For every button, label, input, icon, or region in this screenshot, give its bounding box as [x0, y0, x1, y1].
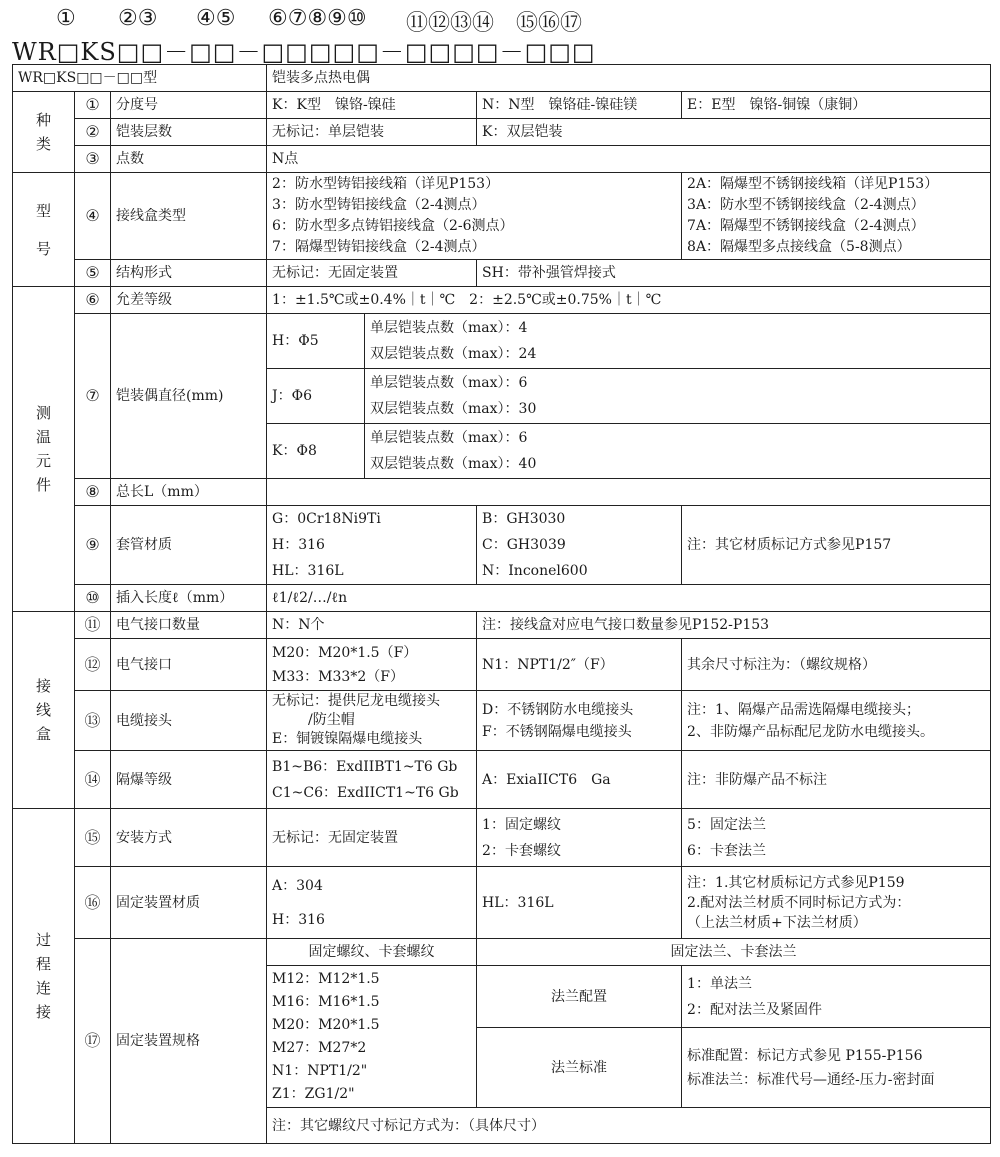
table-row	[13, 119, 991, 146]
option: B1~B6：ExdIIBT1~T6 Gb	[272, 758, 458, 775]
row-number: ⑨	[75, 506, 111, 585]
cell	[682, 173, 991, 260]
row-number: ⑭	[75, 751, 111, 809]
cell	[267, 479, 991, 506]
cell: HL：316L	[267, 558, 477, 585]
option: 8A：隔爆型多点接线盒（5-8测点）	[687, 239, 911, 255]
flange-config-label: 法兰配置	[477, 966, 682, 1028]
title-code: WR□KS□□－□□型	[13, 65, 267, 92]
cell	[267, 751, 477, 809]
table-row	[13, 612, 991, 639]
row-label: 总长L（mm）	[111, 479, 267, 506]
row-number: ⑫	[75, 639, 111, 691]
option: M20：M20*1.5	[272, 1016, 380, 1033]
row-number: ⑯	[75, 867, 111, 939]
category-sensor: 测 温 元 件	[13, 287, 75, 612]
cell: 注：接线盒对应电气接口数量参见P152-P153	[477, 612, 991, 639]
row-label: 电气接口数量	[111, 612, 267, 639]
option: 5：固定法兰	[687, 816, 766, 833]
row-label: 允差等级	[111, 287, 267, 314]
option: M16：M16*1.5	[272, 993, 380, 1010]
cell: A：ExiaIICT6 Ga	[477, 751, 682, 809]
position-number: ①	[56, 6, 76, 31]
option: 单层铠装点数（max）：4	[370, 320, 528, 336]
table-row	[13, 639, 991, 691]
cell	[682, 966, 991, 1028]
option: M12：M12*1.5	[272, 970, 380, 987]
row-label: 电气接口	[111, 639, 267, 691]
table-row	[13, 92, 991, 119]
cell	[365, 369, 991, 424]
row-label: 接线盒类型	[111, 173, 267, 260]
cell	[267, 639, 477, 691]
row-number: ⑥	[75, 287, 111, 314]
option: M27：M27*2	[272, 1039, 367, 1056]
option: 无标记：提供尼龙电缆接头	[272, 693, 441, 709]
option: 7：隔爆型铸铝接线盒（2-4测点）	[272, 239, 486, 255]
position-number: ⑥⑦⑧⑨⑩	[268, 6, 367, 31]
row-number: ①	[75, 92, 111, 119]
cell: N点	[267, 146, 991, 173]
position-number: ⑮⑯⑰	[516, 11, 583, 36]
option: 标准法兰：标准代号—通经-压力-密封面	[687, 1071, 935, 1088]
row-number: ⑰	[75, 939, 111, 1144]
row-number: ⑤	[75, 260, 111, 287]
table-row	[13, 173, 991, 260]
category-process: 过 程 连 接	[13, 809, 75, 1144]
title-desc: 铠装多点热电偶	[267, 65, 991, 92]
option: Z1：ZG1/2"	[272, 1085, 355, 1102]
row-label: 电缆接头	[111, 691, 267, 751]
table-row	[13, 479, 991, 506]
option: 1：单法兰	[687, 975, 752, 992]
position-number: ②③	[118, 6, 158, 31]
footnote: 注：其它螺纹尺寸标记方式为：（具体尺寸）	[267, 1108, 991, 1144]
row-label: 套管材质	[111, 506, 267, 585]
row-label: 插入长度ℓ（mm）	[111, 585, 267, 612]
table-row	[13, 867, 991, 939]
cell: E：E型 镍铬-铜镍（康铜）	[682, 92, 991, 119]
table-row	[13, 287, 991, 314]
option: N1：NPT1/2"	[272, 1062, 368, 1079]
row-label: 分度号	[111, 92, 267, 119]
cell: 无标记：无固定装置	[267, 260, 477, 287]
option: 2：配对法兰及紧固件	[687, 1001, 822, 1018]
row-number: ⑮	[75, 809, 111, 867]
cell	[682, 867, 991, 939]
category-junction-box: 接 线 盒	[13, 612, 75, 809]
row-label: 隔爆等级	[111, 751, 267, 809]
table-row	[13, 585, 991, 612]
cell	[267, 867, 477, 939]
cell: N：Inconel600	[477, 558, 682, 585]
option: 双层铠装点数（max）：24	[370, 346, 537, 362]
table-row	[13, 260, 991, 287]
option: （上法兰材质+下法兰材质）	[687, 914, 867, 931]
option: 单层铠装点数（max）：6	[370, 430, 528, 446]
cell: B：GH3030	[477, 506, 682, 533]
row-number: ④	[75, 173, 111, 260]
option: A：304	[272, 877, 323, 894]
option: 1：固定螺纹	[482, 816, 561, 833]
cell: ℓ1/ℓ2/…/ℓn	[267, 585, 991, 612]
cell: G：0Cr18Ni9Ti	[267, 506, 477, 533]
cell: 其余尺寸标注为：（螺纹规格）	[682, 639, 991, 691]
cell: N：N个	[267, 612, 477, 639]
cell: SH：带补强管焊接式	[477, 260, 991, 287]
option: 标准配置：标记方式参见 P155-P156	[687, 1047, 923, 1064]
row-label: 铠装偶直径(mm)	[111, 314, 267, 479]
option: F：不锈钢隔爆电缆接头	[482, 723, 632, 740]
position-number: ⑪⑫⑬⑭	[406, 11, 495, 36]
cell: H：316	[267, 532, 477, 558]
option: 2：卡套螺纹	[482, 842, 561, 859]
cell: 注：其它材质标记方式参见P157	[682, 506, 991, 585]
position-number: ④⑤	[196, 6, 236, 31]
cell: 1：±1.5℃或±0.4%｜t｜℃ 2：±2.5℃或±0.75%｜t｜℃	[267, 287, 991, 314]
option: 7A：隔爆型不锈钢接线盒（2-4测点）	[687, 218, 925, 234]
table-row	[13, 751, 991, 809]
option: 2.配对法兰材质不同时标记方式为：	[687, 894, 911, 911]
cell: K：Φ8	[267, 424, 365, 479]
cell: K：双层铠装	[477, 119, 991, 146]
title-row	[13, 65, 991, 92]
row-number: ⑧	[75, 479, 111, 506]
thread-options	[267, 966, 477, 1108]
option: 2、非防爆产品标配尼龙防水电缆接头。	[687, 723, 934, 740]
option: 双层铠装点数（max）：30	[370, 401, 537, 417]
row-label: 固定装置材质	[111, 867, 267, 939]
thread-header: 固定螺纹、卡套螺纹	[267, 939, 477, 966]
cell	[365, 314, 991, 369]
cell	[477, 691, 682, 751]
option: 3：防水型铸铝接线盒（2-4测点）	[272, 197, 486, 213]
cell: 注：非防爆产品不标注	[682, 751, 991, 809]
row-label: 固定装置规格	[111, 939, 267, 1144]
row-label: 铠装层数	[111, 119, 267, 146]
option: 2：防水型铸铝接线箱（详见P153）	[272, 176, 500, 192]
option: 注：1、隔爆产品需选隔爆电缆接头；	[687, 701, 920, 718]
cell	[365, 424, 991, 479]
table-row	[13, 146, 991, 173]
cell: 无标记：无固定装置	[267, 809, 477, 867]
table-row	[13, 809, 991, 867]
option: 注：1.其它材质标记方式参见P159	[687, 874, 905, 891]
option: M20：M20*1.5（F）	[272, 644, 418, 661]
row-number: ⑦	[75, 314, 111, 479]
option: C1~C6：ExdIICT1~T6 Gb	[272, 784, 459, 801]
cell: N1：NPT1/2″（F）	[477, 639, 682, 691]
cell	[682, 809, 991, 867]
option: /防尘帽	[308, 712, 355, 728]
cell	[267, 173, 682, 260]
option: M33：M33*2（F）	[272, 668, 404, 685]
category-kind: 种 类	[13, 92, 75, 173]
row-label: 安装方式	[111, 809, 267, 867]
cell: C：GH3039	[477, 532, 682, 558]
cell	[267, 691, 477, 751]
option: 3A：防水型不锈钢接线盒（2-4测点）	[687, 197, 925, 213]
row-number: ⑪	[75, 612, 111, 639]
cell	[682, 691, 991, 751]
cell	[477, 809, 682, 867]
category-model: 型 号	[13, 173, 75, 287]
cell: K：K型 镍铬-镍硅	[267, 92, 477, 119]
cell: HL：316L	[477, 867, 682, 939]
option: H：316	[272, 911, 325, 928]
row-number: ②	[75, 119, 111, 146]
flange-std-label: 法兰标准	[477, 1028, 682, 1108]
row-label: 结构形式	[111, 260, 267, 287]
cell: J：Φ6	[267, 369, 365, 424]
row-number: ⑬	[75, 691, 111, 751]
option: 2A：隔爆型不锈钢接线箱（详见P153）	[687, 176, 939, 192]
cell: N：N型 镍铬硅-镍硅镁	[477, 92, 682, 119]
option: 6：防水型多点铸铝接线盒（2-6测点）	[272, 218, 514, 234]
row-label: 点数	[111, 146, 267, 173]
table-row	[13, 314, 991, 369]
table-row	[13, 506, 991, 533]
cell: 无标记：单层铠装	[267, 119, 477, 146]
cell	[682, 1028, 991, 1108]
option: 单层铠装点数（max）：6	[370, 375, 528, 391]
option: 6：卡套法兰	[687, 842, 766, 859]
flange-header: 固定法兰、卡套法兰	[477, 939, 991, 966]
row-number: ③	[75, 146, 111, 173]
spec-table	[12, 64, 991, 1144]
cell: H：Φ5	[267, 314, 365, 369]
table-row	[13, 691, 991, 751]
option: D：不锈钢防水电缆接头	[482, 701, 634, 718]
table-row	[13, 939, 991, 966]
model-code-header	[12, 4, 992, 64]
option: 双层铠装点数（max）：40	[370, 456, 537, 472]
option: E：铜镀镍隔爆电缆接头	[272, 731, 423, 747]
model-code: WR□KS□□－□□－□□□□□－□□□□－□□□	[12, 38, 596, 66]
row-number: ⑩	[75, 585, 111, 612]
